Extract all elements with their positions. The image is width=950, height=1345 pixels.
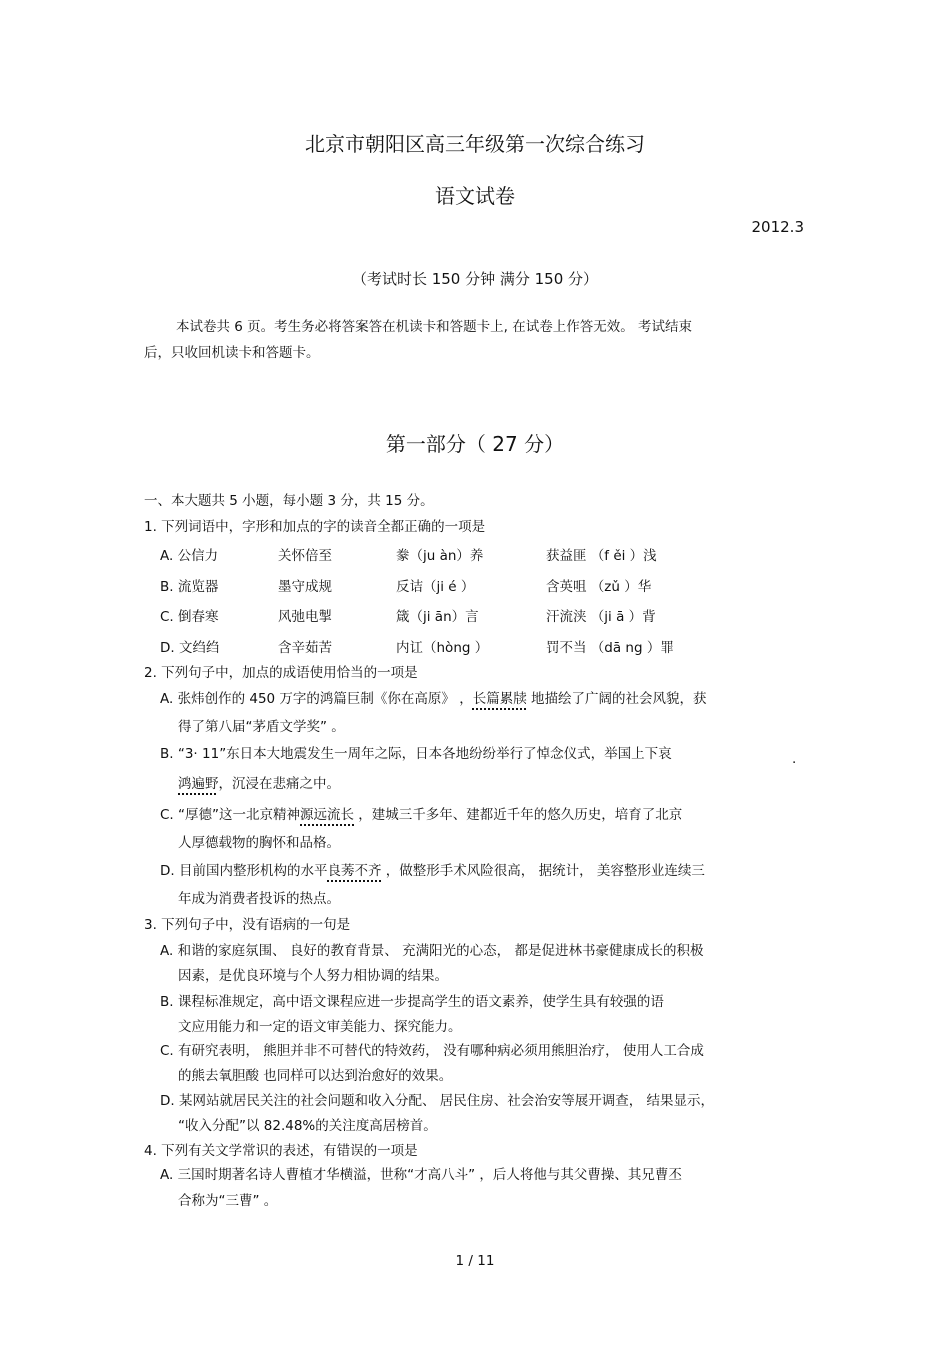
exam-date: 2012.3 [751,218,804,236]
q3-option-d-line1: D. 某网站就居民关注的社会问题和收入分配、 居民住房、社会治安等展开调查， 结果显示， [160,1093,715,1109]
q2-option-d-line1 [160,862,705,880]
q3-option-a-line2: 因素，是优良环境与个人努力相协调的结果。 [178,968,448,984]
q1-d-col4: 罚不当 （dā ng ）罪 [546,640,674,656]
document-subtitle: 语文试卷 [435,184,515,208]
q1-d-col3: 内讧（hòng ） [396,640,489,656]
q2-option-c-line1 [160,806,682,824]
q1-d-col1: D. 文绉绉 [160,640,220,656]
q1-b-col2: 墨守成规 [278,579,332,595]
q2-a-idiom: 长篇累牍 [472,691,527,707]
q2-d-idiom: 良莠不齐 [327,863,382,879]
instructions-line-1: 本试卷共 6 页。考生务必将答案答在机读卡和答题卡上, 在试卷上作答无效。 考试结束 [176,319,693,335]
q1-a-col3: 豢（ju àn）养 [396,548,484,564]
q2-option-c-line2: 人厚德载物的胸怀和品格。 [178,835,340,851]
q2-a-text: A. 张炜创作的 450 万字的鸿篇巨制《你在高原》 ， [160,691,473,707]
q2-d-text: D. 目前国内整形机构的水平 [160,863,328,879]
q1-b-col4: 含英咀 （zǔ ）华 [546,579,652,595]
q3-option-a-line1: A. 和谐的家庭氛围、 良好的教育背景、 充满阳光的心态， 都是促进林书豪健康成长的积极 [160,943,704,959]
page-number: 1 / 11 [455,1253,495,1269]
q2-c-text-end: ，建城三千多年、建都近千年的悠久历史，培育了北京 [354,807,683,823]
q1-c-col1: C. 倒春寒 [160,609,219,625]
q1-b-col1: B. 流览器 [160,579,219,595]
q2-b-dot-mark: · [792,755,797,771]
q2-option-b-line1: B. “3· 11”东日本大地震发生一周年之际，日本各地纷纷举行了悼念仪式，举国上下哀 [160,746,672,762]
q2-option-a-line1 [160,690,707,708]
q2-c-text: C. “厚德”这一北京精神 [160,807,300,823]
part1-heading: 第一部分（ 27 分） [385,432,565,456]
q3-stem: 3. 下列句子中，没有语病的一句是 [144,917,351,933]
q2-a-text-end: 地描绘了广阔的社会风貌，获 [526,691,707,707]
q4-option-a-line1: A. 三国时期著名诗人曹植才华横溢，世称“才高八斗” ，后人将他与其父曹操、其兄曹丕 [160,1167,682,1183]
q2-option-d-line2: 年成为消费者投诉的热点。 [178,891,340,907]
q2-option-a-line2: 得了第八届“茅盾文学奖” 。 [178,719,345,735]
q2-c-idiom: 源远流长 [300,807,354,823]
q2-option-b-line2 [178,775,340,793]
q4-stem: 4. 下列有关文学常识的表述，有错误的一项是 [144,1143,418,1159]
q1-d-col2: 含辛茹苦 [278,640,332,656]
q3-option-b-line1: B. 课程标准规定，高中语文课程应进一步提高学生的语文素养，使学生具有较强的语 [160,994,664,1010]
q3-option-c-line2: 的熊去氧胆酸 也同样可以达到治愈好的效果。 [178,1068,453,1084]
q3-option-b-line2: 文应用能力和一定的语文审美能力、探究能力。 [178,1019,462,1035]
document-title: 北京市朝阳区高三年级第一次综合练习 [305,132,645,156]
q1-a-col4: 获益匪 （f ěi ）浅 [546,548,657,564]
q1-a-col2: 关怀倍至 [278,548,332,564]
q2-stem: 2. 下列句子中，加点的成语使用恰当的一项是 [144,665,418,681]
q1-a-col1: A. 公信力 [160,548,219,564]
section-intro: 一、本大题共 5 小题，每小题 3 分，共 15 分。 [144,493,434,509]
q3-option-c-line1: C. 有研究表明， 熊胆并非不可替代的特效药， 没有哪种病必须用熊胆治疗， 使用人工合成 [160,1043,704,1059]
exam-info: （考试时长 150 分钟 满分 150 分） [351,270,599,288]
q4-option-a-line2: 合称为“三曹” 。 [178,1193,278,1209]
q3-option-d-line2: “收入分配”以 82.48%的关注度高居榜首。 [178,1118,437,1134]
q2-b-idiom: 鸿遍野 [178,776,219,792]
q1-c-col4: 汗流浃 （ji ā ）背 [546,609,656,625]
q2-b-text-end: ，沉浸在悲痛之中。 [218,776,340,792]
q1-c-col2: 风弛电掣 [278,609,332,625]
q2-d-text-end: ，做整形手术风险很高， 据统计， 美容整形业连续三 [381,863,705,879]
instructions-line-2: 后，只收回机读卡和答题卡。 [144,345,320,361]
q1-b-col3: 反诘（ji é ） [396,579,475,595]
q1-c-col3: 箴（ji ān）言 [396,609,479,625]
q1-stem: 1. 下列词语中，字形和加点的字的读音全都正确的一项是 [144,519,486,535]
